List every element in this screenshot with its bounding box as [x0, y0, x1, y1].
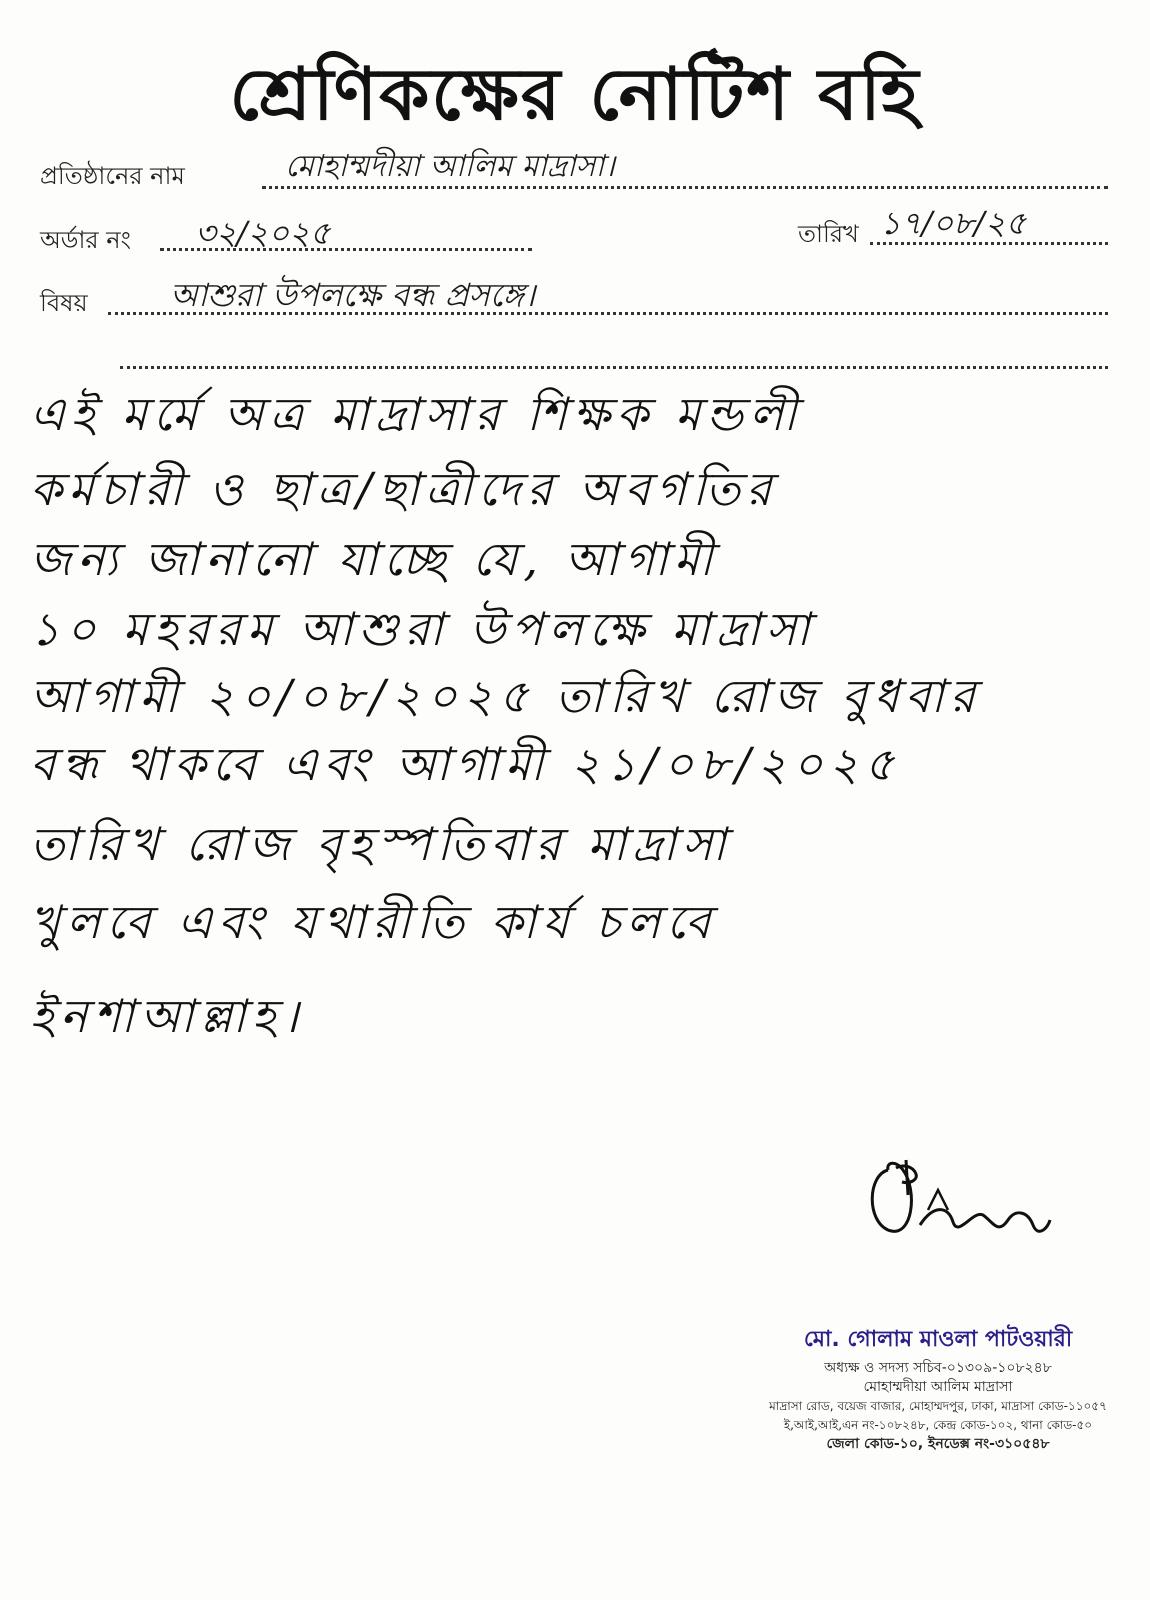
date-label: তারিখ [798, 220, 859, 248]
body-line-3: জন্য জানানো যাচ্ছে যে, আগামী [30, 532, 719, 586]
stamp-line-2: মোহাম্মদীয়া আলিম মাদ্রাসা [863, 1379, 1013, 1395]
stamp-name: মো. গোলাম মাওলা পাটওয়ারী [803, 1327, 1073, 1352]
notice-book-title: শ্রেণিকক্ষের নোটিশ বহি [229, 52, 921, 136]
date-value: ১৭/০৮/২৫ [880, 204, 1027, 242]
stamp-line-3: মাদ্রাসা রোড, বয়েজ বাজার, মোহাম্মদপুর, ঢাকা, মাদ্রাসা কোড-১১০৫৭ [769, 1399, 1107, 1413]
body-line-1: এই মর্মে অত্র মাদ্রাসার শিক্ষক মন্ডলী [30, 387, 803, 441]
order-number-value: ৩২/২০২৫ [195, 214, 331, 252]
body-line-7: তারিখ রোজ বৃহস্পতিবার মাদ্রাসা [30, 817, 732, 871]
body-line-2: কর্মচারী ও ছাত্র/ছাত্রীদের অবগতির [30, 462, 778, 516]
stamp-line-1: অধ্যক্ষ ও সদস্য সচিব-০১৩০৯-১০৮২৪৮ [824, 1360, 1052, 1376]
body-line-5: আগামী ২০/০৮/২০২৫ তারিখ রোজ বুধবার [30, 669, 982, 723]
stamp-line-4: ই,আই,আই,এন নং-১০৮২৪৮, কেন্দ্র কোড-১০২, থানা কোড-৫০ [783, 1418, 1093, 1432]
subject-value: আশুরা উপলক্ষে বন্ধ প্রসঙ্গে। [170, 276, 536, 314]
official-stamp [748, 1322, 1128, 1454]
signature-mark [858, 1150, 1058, 1250]
institution-label: প্রতিষ্ঠানের নাম [40, 162, 185, 190]
body-line-9: ইনশাআল্লাহ। [30, 989, 305, 1043]
stamp-line-5: জেলা কোড-১০, ইনডেক্স নং-৩১০৫৪৮ [826, 1436, 1050, 1452]
body-line-8: খুলবে এবং যথারীতি কার্য চলবে [30, 895, 717, 949]
order-number-label: অর্ডার নং [40, 226, 131, 254]
extra-dotted-line [120, 366, 1108, 369]
body-line-4: ১০ মহররম আশুরা উপলক্ষে মাদ্রাসা [30, 602, 816, 656]
institution-value: মোহাম্মদীয়া আলিম মাদ্রাসা। [285, 149, 615, 184]
body-line-6: বন্ধ থাকবে এবং আগামী ২১/০৮/২০২৫ [30, 737, 901, 791]
subject-label: বিষয় [40, 289, 88, 317]
